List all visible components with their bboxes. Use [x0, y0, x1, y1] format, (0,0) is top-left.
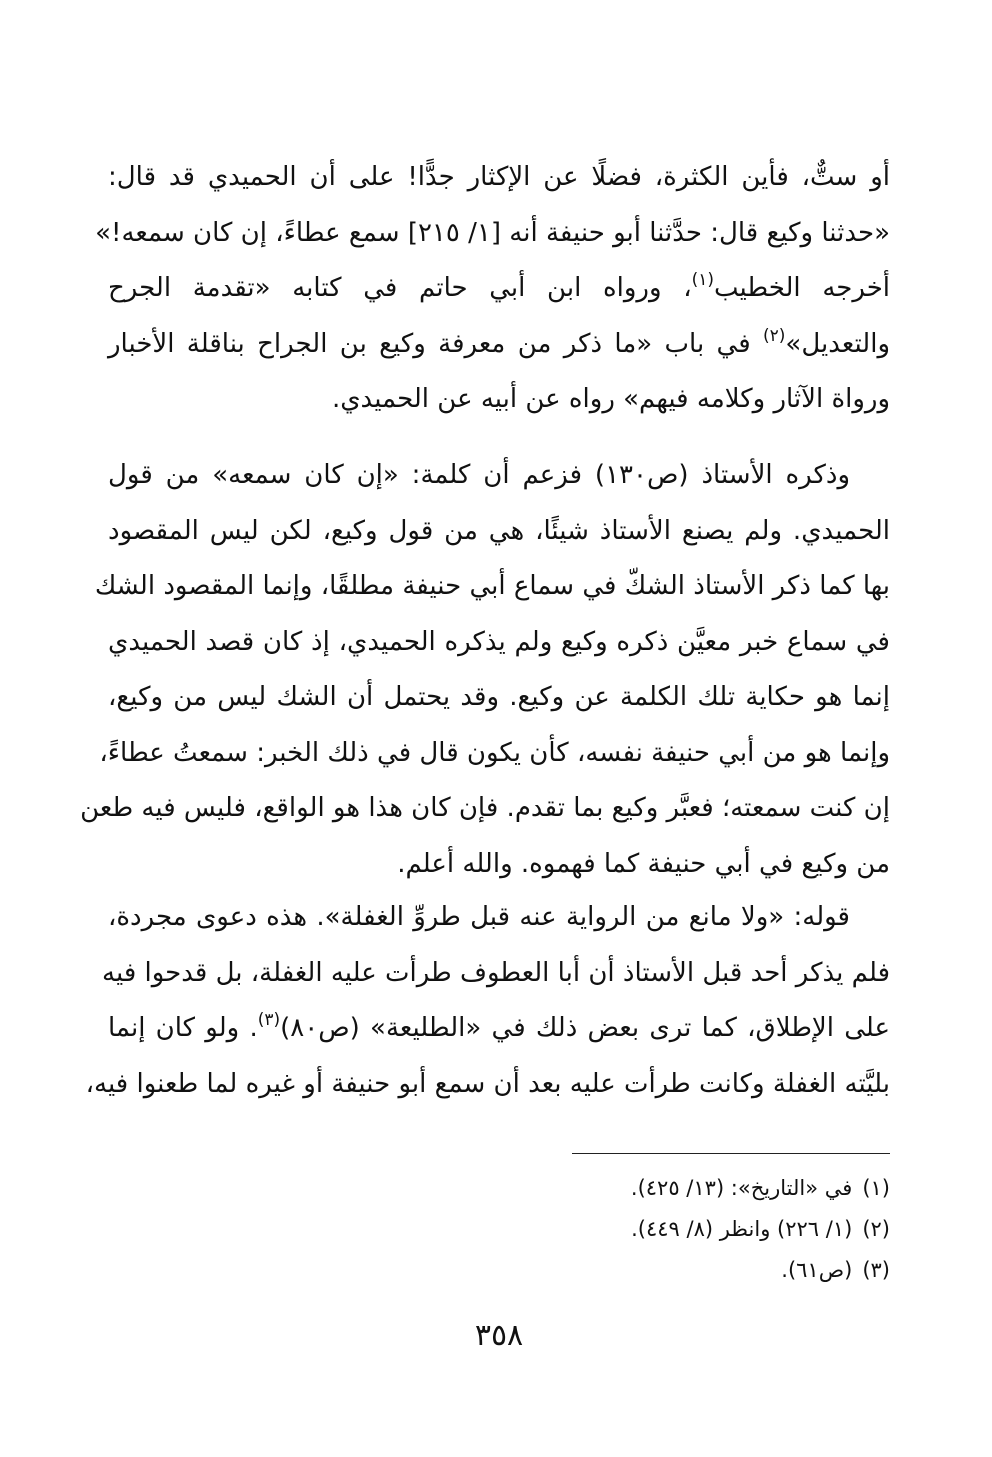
text-segment: أخرجه الخطيب — [714, 273, 890, 303]
text-line: من وكيع في أبي حنيفة كما فهموه. والله أعلم. — [397, 848, 890, 879]
text-line: وإنما هو من أبي حنيفة نفسه، كأن يكون قال في ذلك الخبر: سمعتُ عطاءً، — [99, 737, 890, 768]
footnote-number: (١) — [862, 1176, 890, 1200]
text-segment: في باب «ما ذكر من معرفة وكيع بن الجراح بناقلة الأخبار — [108, 328, 763, 359]
text-line: أو ستٌّ، فأين الكثرة، فضلًا عن الإكثار جدًّا! على أن الحميدي قد قال: — [108, 162, 890, 192]
text-line: إن كنت سمعته؛ فعبَّر وكيع بما تقدم. فإن كان هذا هو الواقع، فليس فيه طعن — [80, 793, 890, 823]
text-line: بها كما ذكر الأستاذ الشكّ في سماع أبي حنيفة مطلقًا، وإنما المقصود الشك — [94, 571, 890, 601]
text-segment: على الإطلاق، كما ترى بعض ذلك في «الطليعة» (ص٨٠) — [280, 1013, 890, 1043]
footnote-number: (٢) — [862, 1217, 890, 1241]
text-segment: والتعديل» — [785, 328, 890, 359]
footnotes — [108, 1168, 890, 1291]
paragraph-3 — [85, 890, 890, 1112]
footnote-ref-2[interactable]: (٢) — [763, 325, 786, 346]
text-line — [108, 1001, 890, 1057]
footnote-2 — [108, 1209, 890, 1250]
text-segment: . ولو كان إنما — [108, 1013, 258, 1043]
footnote-text: في «التاريخ»: (١٣/ ٤٢٥). — [630, 1176, 853, 1200]
footnote-number: (٣) — [862, 1258, 890, 1282]
text-line — [108, 317, 890, 373]
text-line: ورواة الآثار وكلامه فيهم» رواه عن أبيه عن الحميدي. — [331, 384, 890, 414]
text-line: إنما هو حكاية تلك الكلمة عن وكيع. وقد يحتمل أن الشك ليس من وكيع، — [108, 682, 890, 712]
footnote-ref-3[interactable]: (٣) — [257, 1010, 281, 1030]
text-line: وذكره الأستاذ (ص١٣٠) فزعم أن كلمة: «إن كان سمعه» من قول — [108, 460, 850, 490]
text-line: الحميدي. ولم يصنع الأستاذ شيئًا، هي من قول وكيع، لكن ليس المقصود — [108, 515, 890, 546]
footnote-1 — [108, 1168, 890, 1209]
footnote-divider — [572, 1153, 890, 1154]
footnote-3 — [108, 1250, 890, 1291]
page-number: ٣٥٨ — [474, 1318, 524, 1353]
text-line: في سماع خبر معيَّن ذكره وكيع ولم يذكره الحميدي، إذ كان قصد الحميدي — [108, 626, 890, 657]
paragraph-2 — [80, 448, 890, 892]
book-page — [80, 150, 890, 1380]
footnote-text: (ص٦١). — [781, 1258, 853, 1282]
text-line: «حدثنا وكيع قال: حدَّثنا أبو حنيفة أنه [١/ ٢١٥] سمع عطاءً، إن كان سمعه!» — [95, 217, 890, 248]
text-line: بليَّته الغفلة وكانت طرأت عليه بعد أن سمع أبو حنيفة أو غيره لما طعنوا فيه، — [85, 1068, 890, 1099]
footnote-text: (١/ ٢٢٦) وانظر (٨/ ٤٤٩). — [631, 1217, 853, 1241]
text-line: فلم يذكر أحد قبل الأستاذ أن أبا العطوف طرأت عليه الغفلة، بل قدحوا فيه — [102, 957, 890, 988]
paragraph-1 — [95, 150, 890, 428]
text-line: قوله: «ولا مانع من الرواية عنه قبل طروِّ الغفلة». هذه دعوى مجردة، — [108, 902, 850, 932]
text-segment: ، ورواه ابن أبي حاتم في كتابه «تقدمة الجرح — [108, 273, 692, 303]
footnote-ref-1[interactable]: (١) — [691, 270, 715, 290]
text-line — [108, 261, 890, 317]
